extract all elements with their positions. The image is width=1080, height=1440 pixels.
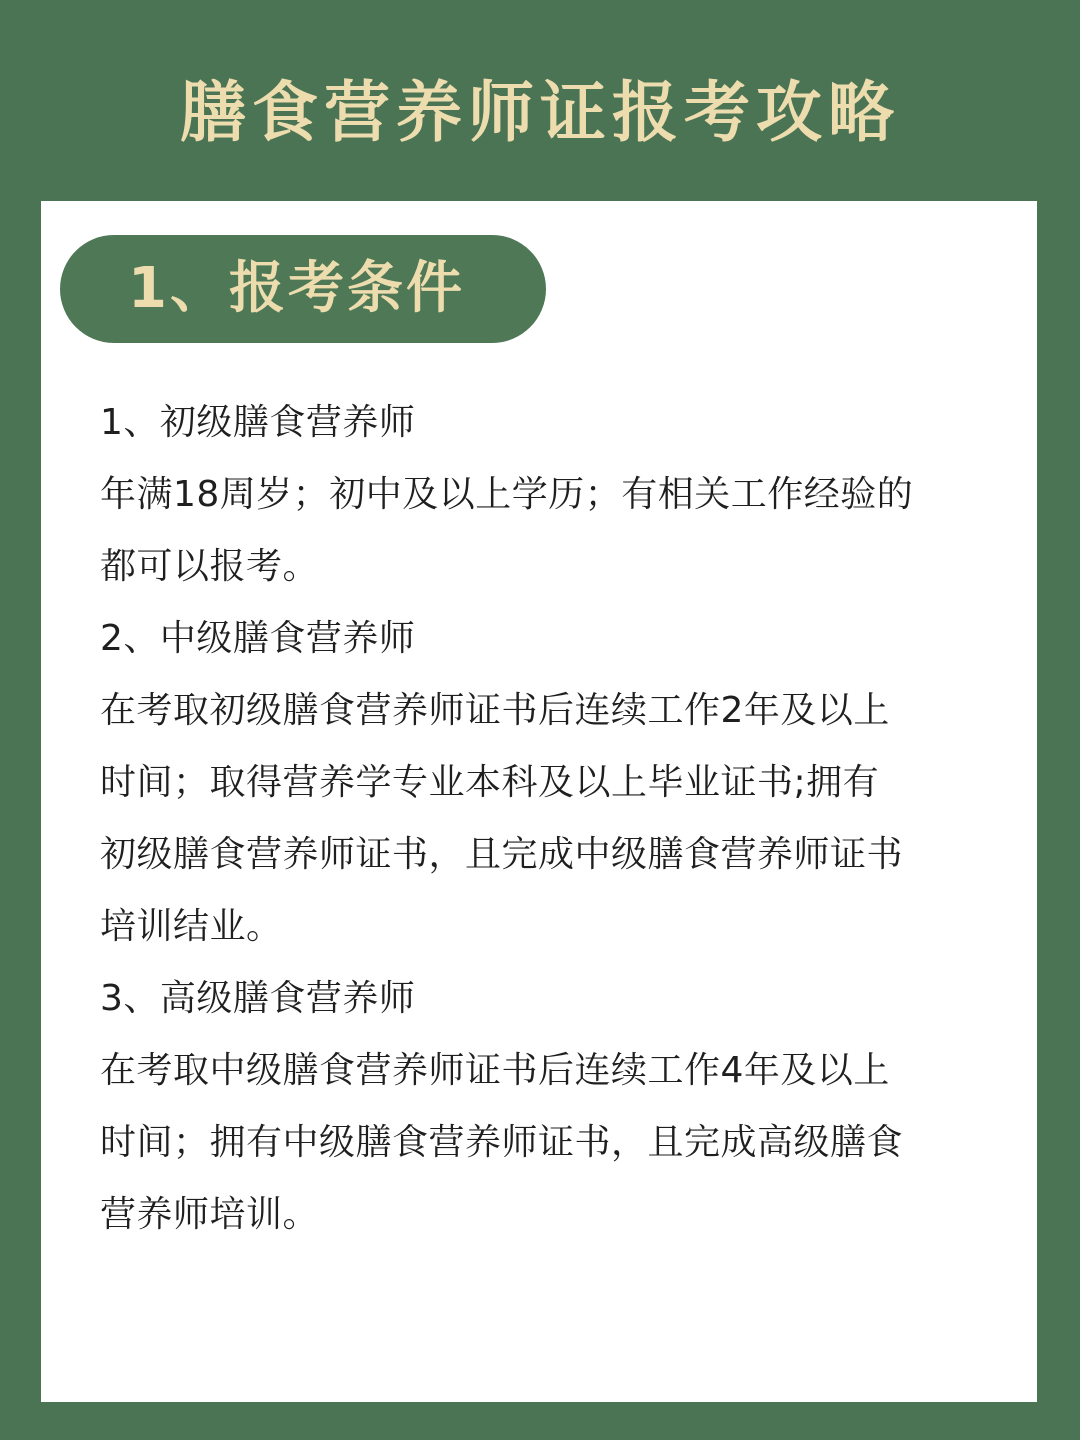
level-text-line: 初级膳食营养师证书，且完成中级膳食营养师证书 bbox=[100, 834, 904, 875]
level-text-line: 时间；取得营养学专业本科及以上毕业证书;拥有 bbox=[100, 762, 880, 803]
content-card bbox=[41, 201, 1037, 1402]
page-title: 膳食营养师证报考攻略 bbox=[180, 73, 900, 151]
level-text-line: 在考取初级膳食营养师证书后连续工作2年及以上 bbox=[100, 690, 890, 731]
level-text-line: 在考取中级膳食营养师证书后连续工作4年及以上 bbox=[100, 1050, 890, 1091]
level-heading-senior: 3、高级膳食营养师 bbox=[100, 978, 416, 1019]
level-heading-intermediate: 2、中级膳食营养师 bbox=[100, 618, 416, 659]
level-text-line: 都可以报考。 bbox=[100, 546, 320, 587]
section-heading: 1、报考条件 bbox=[128, 256, 465, 321]
section-heading-pill bbox=[60, 235, 546, 343]
requirements-list bbox=[100, 387, 1000, 1251]
level-text-line: 时间；拥有中级膳食营养师证书，且完成高级膳食 bbox=[100, 1122, 904, 1163]
level-heading-junior: 1、初级膳食营养师 bbox=[100, 402, 416, 443]
level-text-line: 年满18周岁；初中及以上学历；有相关工作经验的 bbox=[100, 474, 914, 515]
level-text-line: 培训结业。 bbox=[100, 906, 283, 947]
level-text-line: 营养师培训。 bbox=[100, 1194, 320, 1235]
